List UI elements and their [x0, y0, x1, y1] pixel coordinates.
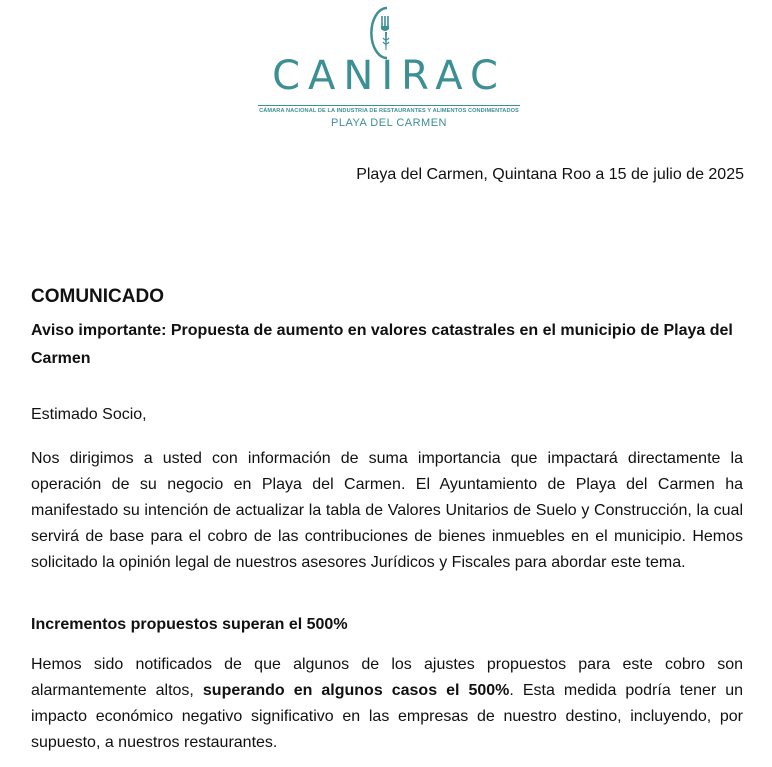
logo-divider	[258, 105, 520, 106]
logo-wordmark: CANIRAC	[272, 53, 506, 99]
salutation: Estimado Socio,	[31, 406, 147, 423]
increase-highlight: superando en algunos casos el 500%	[202, 682, 510, 699]
increase-paragraph	[31, 652, 743, 756]
document-heading: COMUNICADO	[31, 286, 164, 307]
document-subject: Aviso importante: Propuesta de aumento en valores catastrales en el municipio de Playa del Carmen	[31, 322, 733, 367]
increase-paragraph-end: . Esta medida podría tener un impacto económico negativo significativo en las empresas de nuestro destino, incluyendo, por supuesto, a nuestros restaurantes.	[31, 682, 744, 751]
increase-paragraph-start: Hemos sido notificados de que algunos de los ajustes propuestos para este cobro son alarmantemente altos,	[31, 656, 743, 699]
intro-paragraph: Nos dirigimos a usted con información de suma importancia que impactará directamente la operación de su negocio en Playa del Carmen. El Ayuntamiento de Playa del Carmen ha manifestado su intención de actualizar la tabla de Valores Unitarios de Suelo y Construcción, la cual servirá de base para el cobro de las contribuciones de bienes inmuebles en el municipio. Hemos solicitado la opinión legal de nuestros asesores Jurídicos y Fiscales para abordar este tema.	[31, 450, 743, 571]
logo-subtitle: CÁMARA NACIONAL DE LA INDUSTRIA DE RESTAURANTES Y ALIMENTOS CONDIMENTADOS	[259, 108, 519, 114]
logo-city: PLAYA DEL CARMEN	[331, 117, 447, 129]
section-title: Incrementos propuestos superan el 500%	[31, 616, 348, 633]
date-line: Playa del Carmen, Quintana Roo a 15 de julio de 2025	[356, 166, 744, 183]
canirac-logo	[256, 4, 522, 134]
